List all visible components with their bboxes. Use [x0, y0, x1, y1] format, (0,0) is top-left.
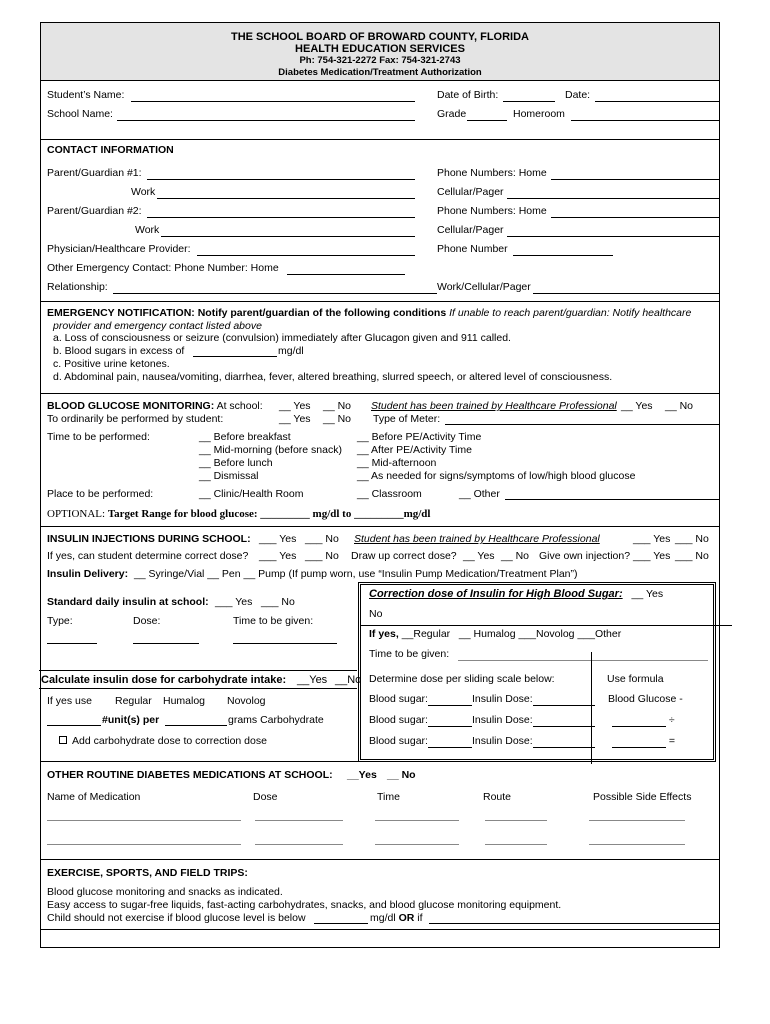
scale-row3	[369, 735, 595, 748]
emergency-item-d: d. Abdominal pain, nausea/vomiting, diarrhea, fever, altered breathing, slurred speech, or altered level of consciousness.	[53, 371, 613, 383]
correction-title-row	[369, 588, 709, 600]
divider	[41, 526, 719, 527]
dose-label: Insulin Dose:	[471, 714, 533, 726]
insulin-no[interactable]: ___ No	[305, 533, 339, 545]
insulin-trained-label: Student has been trained by Healthcare Professional	[354, 533, 600, 545]
carb-novolog[interactable]: Novolog	[227, 695, 266, 707]
insulin-yes[interactable]: ___ Yes	[259, 533, 297, 545]
relationship-label: Relationship:	[47, 281, 108, 293]
optional-label: OPTIONAL:	[47, 508, 106, 520]
bs-field[interactable]	[428, 693, 472, 706]
insulin-trained-no[interactable]: ___ No	[675, 533, 709, 545]
dose-field[interactable]	[533, 714, 595, 727]
scale-row2	[369, 714, 595, 727]
homeroom-label: Homeroom	[513, 108, 565, 120]
col-dose: Dose	[253, 791, 278, 803]
bgm-student-no[interactable]: __ No	[323, 413, 352, 425]
divide-sign: ÷	[668, 714, 675, 726]
determine-dose-label: If yes, can student determine correct dose?	[47, 550, 249, 562]
phone-home1-field[interactable]	[551, 179, 719, 180]
insulin-trained-yes[interactable]: ___ Yes	[633, 533, 671, 545]
exercise-unit	[370, 912, 423, 924]
phone-home2-label: Phone Numbers: Home	[437, 205, 547, 217]
med-row1-dose[interactable]	[255, 820, 343, 821]
divider	[41, 139, 719, 140]
standard-yes[interactable]: ___ Yes	[215, 596, 253, 608]
insulin-heading: INSULIN INJECTIONS DURING SCHOOL:	[47, 533, 251, 545]
physician-label: Physician/Healthcare Provider:	[47, 243, 191, 255]
dose-field[interactable]	[533, 735, 595, 748]
place-classroom[interactable]: __ Classroom	[357, 488, 422, 500]
col-side-effects: Possible Side Effects	[593, 791, 692, 803]
med-row1-side-effects[interactable]	[589, 820, 685, 821]
give-own-no[interactable]: ___ No	[675, 550, 709, 562]
standard-insulin-label: Standard daily insulin at school:	[47, 596, 209, 608]
col-time: Time	[377, 791, 400, 803]
bgm-no-option[interactable]: __ No	[323, 400, 352, 412]
type-field[interactable]	[47, 643, 97, 644]
bgm-yes-option[interactable]: __ Yes	[279, 400, 311, 412]
exercise-heading: EXERCISE, SPORTS, AND FIELD TRIPS:	[47, 867, 248, 879]
determine-no[interactable]: ___ No	[305, 550, 339, 562]
col-name-of-medication: Name of Medication	[47, 791, 141, 803]
med-row2-time[interactable]	[375, 844, 459, 845]
exercise-line3: Child should not exercise if blood glucose level is below	[47, 912, 306, 924]
date-field[interactable]	[595, 101, 719, 102]
form-header	[41, 23, 719, 81]
emergency-item-b-unit: mg/dl	[278, 345, 304, 357]
exercise-if: if	[417, 912, 423, 924]
carb-no[interactable]: __No	[335, 674, 362, 686]
use-formula-label: Use formula	[607, 673, 664, 685]
bgm-heading-bold: BLOOD GLUCOSE MONITORING:	[47, 400, 215, 412]
form-title: Diabetes Medication/Treatment Authorization	[278, 67, 482, 78]
routine-yes[interactable]: __Yes	[347, 769, 377, 781]
type-label: Type:	[47, 615, 73, 627]
student-name-label: Student’s Name:	[47, 89, 125, 101]
bs-field[interactable]	[428, 735, 472, 748]
meter-field[interactable]	[445, 424, 719, 425]
emergency-heading-italic: If unable to reach parent/guardian: Notify healthcare	[449, 307, 692, 319]
delivery-row	[47, 568, 578, 580]
med-row1-route[interactable]	[485, 820, 547, 821]
grade-label: Grade	[437, 108, 467, 120]
med-row2-side-effects[interactable]	[589, 844, 685, 845]
cell2-label: Cellular/Pager	[437, 224, 504, 236]
blood-glucose-formula: Blood Glucose -	[608, 693, 683, 705]
correction-time-label: Time to be given:	[369, 648, 450, 660]
checkbox-icon[interactable]	[59, 736, 67, 744]
formula-row3	[612, 735, 675, 748]
divider	[41, 393, 719, 394]
date-label: Date:	[565, 89, 591, 101]
emergency-heading-italic2: provider and emergency contact listed above	[53, 320, 262, 332]
time-given-field[interactable]	[233, 643, 337, 644]
place-other-field[interactable]	[505, 499, 719, 500]
work-cell-field[interactable]	[533, 293, 719, 294]
draw-up-yes[interactable]: __ Yes	[463, 550, 495, 562]
grams-label: grams Carbohydrate	[228, 714, 324, 726]
carb-regular[interactable]: Regular	[115, 695, 152, 707]
divider	[39, 670, 357, 671]
bgm-trained-label: Student has been trained by Healthcare Professional	[371, 400, 617, 412]
col-route: Route	[483, 791, 512, 803]
time-mid-afternoon[interactable]: __ Mid-afternoon	[357, 457, 437, 469]
cell1-field[interactable]	[507, 198, 719, 199]
place-label: Place to be performed:	[47, 488, 154, 500]
correction-if-yes: If yes,	[369, 628, 399, 640]
emergency-item-a: a. Loss of consciousness or seizure (convulsion) immediately after Glucagon given and 911 called.	[53, 332, 511, 344]
emergency-heading-bold: EMERGENCY NOTIFICATION: Notify parent/guardian of the following conditions	[47, 307, 447, 319]
med-row2-name[interactable]	[47, 844, 241, 845]
time-given-label: Time to be given:	[233, 615, 314, 627]
target-range	[47, 508, 430, 520]
if-yes-use-label: If yes use	[47, 695, 92, 707]
time-dismissal[interactable]: __ Dismissal	[199, 470, 259, 482]
carb-yes[interactable]: __Yes	[297, 674, 328, 686]
sliding-scale-label: Determine dose per sliding scale below:	[369, 673, 555, 685]
other-emergency-label: Other Emergency Contact: Phone Number: Home	[47, 262, 279, 274]
give-own-label: Give own injection?	[539, 550, 631, 562]
med-row1-name[interactable]	[47, 820, 241, 821]
dob-label: Date of Birth:	[437, 89, 499, 101]
org-name: THE SCHOOL BOARD OF BROWARD COUNTY, FLORIDA	[230, 31, 529, 43]
dob-field[interactable]	[503, 101, 555, 102]
time-performed-label: Time to be performed:	[47, 431, 150, 443]
formula-row2	[612, 714, 675, 727]
bgm-heading	[47, 400, 263, 412]
parent1-label: Parent/Guardian #1:	[47, 167, 142, 179]
emergency-item-c: c. Positive urine ketones.	[53, 358, 170, 370]
parent1-field[interactable]	[147, 179, 415, 180]
meter-label: Type of Meter:	[373, 413, 441, 425]
bgm-trained-no[interactable]: __ No	[665, 400, 694, 412]
divider	[41, 859, 719, 860]
work2-field[interactable]	[161, 236, 415, 237]
homeroom-field[interactable]	[571, 120, 719, 121]
cell2-field[interactable]	[507, 236, 719, 237]
scale-row1	[369, 693, 595, 706]
school-name-field[interactable]	[117, 120, 415, 121]
blood-sugar-excess-field[interactable]	[193, 356, 277, 357]
add-carb-row[interactable]	[59, 735, 267, 747]
cell1-label: Cellular/Pager	[437, 186, 504, 198]
phone-number-field[interactable]	[513, 255, 613, 256]
exercise-or: OR	[398, 912, 415, 924]
authorization-form	[40, 22, 720, 948]
target-range-text: Target Range for blood glucose: _________ mg/dl to _________mg/dl	[107, 508, 431, 520]
work1-field[interactable]	[157, 198, 415, 199]
correction-regular[interactable]: __Regular	[401, 628, 451, 640]
student-name-field[interactable]	[131, 101, 415, 102]
time-after-pe[interactable]: __ After PE/Activity Time	[357, 444, 472, 456]
delivery-label: Insulin Delivery:	[47, 568, 129, 580]
give-own-yes[interactable]: ___ Yes	[633, 550, 671, 562]
other-emergency-field[interactable]	[287, 274, 405, 275]
phone-home2-field[interactable]	[551, 217, 719, 218]
carb-label: Calculate insulin dose for carbohydrate intake:	[41, 674, 287, 686]
phone-number-label: Phone Number	[437, 243, 508, 255]
school-name-label: School Name:	[47, 108, 113, 120]
carb-humalog[interactable]: Humalog	[163, 695, 206, 707]
divider	[41, 929, 719, 930]
formula-field-1[interactable]	[612, 714, 666, 727]
time-mid-morning[interactable]: __ Mid-morning (before snack)	[199, 444, 342, 456]
divider	[41, 761, 359, 762]
dose-label: Insulin Dose:	[471, 735, 533, 747]
med-row2-route[interactable]	[485, 844, 547, 845]
place-clinic[interactable]: __ Clinic/Health Room	[199, 488, 304, 500]
divider	[41, 301, 719, 302]
time-before-breakfast[interactable]: __ Before breakfast	[199, 431, 291, 443]
exercise-line2: Easy access to sugar-free liquids, fast-acting carbohydrates, snacks, and blood glucose monitoring equipment.	[47, 899, 562, 911]
draw-up-no[interactable]: __ No	[501, 550, 530, 562]
time-before-lunch[interactable]: __ Before lunch	[199, 457, 273, 469]
correction-other[interactable]: ___Other	[577, 628, 622, 640]
standard-no[interactable]: ___ No	[261, 596, 295, 608]
phone-home1-label: Phone Numbers: Home	[437, 167, 547, 179]
exercise-line1: Blood glucose monitoring and snacks as indicated.	[47, 886, 283, 898]
relationship-field[interactable]	[113, 293, 437, 294]
correction-title: Correction dose of Insulin for High Blood Sugar:	[369, 588, 623, 600]
correction-no[interactable]: No	[369, 608, 383, 620]
formula-field-2[interactable]	[612, 735, 666, 748]
dose-field[interactable]	[133, 643, 199, 644]
exercise-min-glucose-field[interactable]	[314, 923, 368, 924]
add-carb-label: Add carbohydrate dose to correction dose	[72, 735, 267, 747]
correction-novolog[interactable]: ___Novolog	[518, 628, 575, 640]
department-name: HEALTH EDUCATION SERVICES	[295, 43, 465, 55]
contact-heading: CONTACT INFORMATION	[47, 144, 174, 156]
exercise-condition-field[interactable]	[429, 923, 719, 924]
divider	[39, 688, 357, 689]
parent2-field[interactable]	[147, 217, 415, 218]
equals-sign: =	[668, 735, 676, 747]
dose-field[interactable]	[533, 693, 595, 706]
work-cell-label: Work/Cellular/Pager	[437, 281, 531, 293]
work1-label: Work	[131, 186, 156, 198]
bgm-ordinarily-label: To ordinarily be performed by student:	[47, 413, 224, 425]
dose-label: Insulin Dose:	[471, 693, 533, 705]
routine-no[interactable]: __ No	[387, 769, 416, 781]
delivery-options[interactable]: __ Syringe/Vial __ Pen __ Pump (If pump worn, use “Insulin Pump Medication/Treatment Plan”)	[133, 568, 578, 580]
contact-phone: Ph: 754-321-2272 Fax: 754-321-2743	[299, 55, 461, 66]
draw-up-label: Draw up correct dose?	[351, 550, 457, 562]
dose-label: Dose:	[133, 615, 161, 627]
med-row1-time[interactable]	[375, 820, 459, 821]
med-row2-dose[interactable]	[255, 844, 343, 845]
bs-field[interactable]	[428, 714, 472, 727]
correction-humalog[interactable]: __ Humalog	[458, 628, 516, 640]
units-field[interactable]	[47, 725, 101, 726]
time-as-needed[interactable]: __ As needed for signs/symptoms of low/high blood glucose	[357, 470, 636, 482]
bgm-at-school: At school:	[214, 400, 263, 412]
bgm-student-yes[interactable]: __ Yes	[279, 413, 311, 425]
determine-yes[interactable]: ___ Yes	[259, 550, 297, 562]
routine-heading: OTHER ROUTINE DIABETES MEDICATIONS AT SCHOOL:	[47, 769, 333, 781]
time-before-pe[interactable]: __ Before PE/Activity Time	[357, 431, 482, 443]
correction-yes[interactable]: __ Yes	[631, 588, 664, 600]
correction-divider	[360, 625, 732, 626]
parent2-label: Parent/Guardian #2:	[47, 205, 142, 217]
grade-field[interactable]	[467, 120, 507, 121]
exercise-mgdl: mg/dl	[370, 912, 396, 924]
bs-label: Blood sugar:	[369, 735, 428, 747]
physician-field[interactable]	[197, 255, 415, 256]
bs-label: Blood sugar:	[369, 693, 428, 705]
units-per-label: #unit(s) per	[102, 714, 160, 726]
bs-label: Blood sugar:	[369, 714, 428, 726]
bgm-trained-yes[interactable]: __ Yes	[621, 400, 653, 412]
correction-insulin-types	[369, 628, 621, 640]
work2-label: Work	[135, 224, 160, 236]
emergency-heading	[47, 307, 691, 319]
grams-field[interactable]	[165, 725, 227, 726]
emergency-item-b: b. Blood sugars in excess of	[53, 345, 185, 357]
correction-time-field[interactable]	[458, 660, 708, 661]
place-other[interactable]: __ Other	[459, 488, 500, 500]
